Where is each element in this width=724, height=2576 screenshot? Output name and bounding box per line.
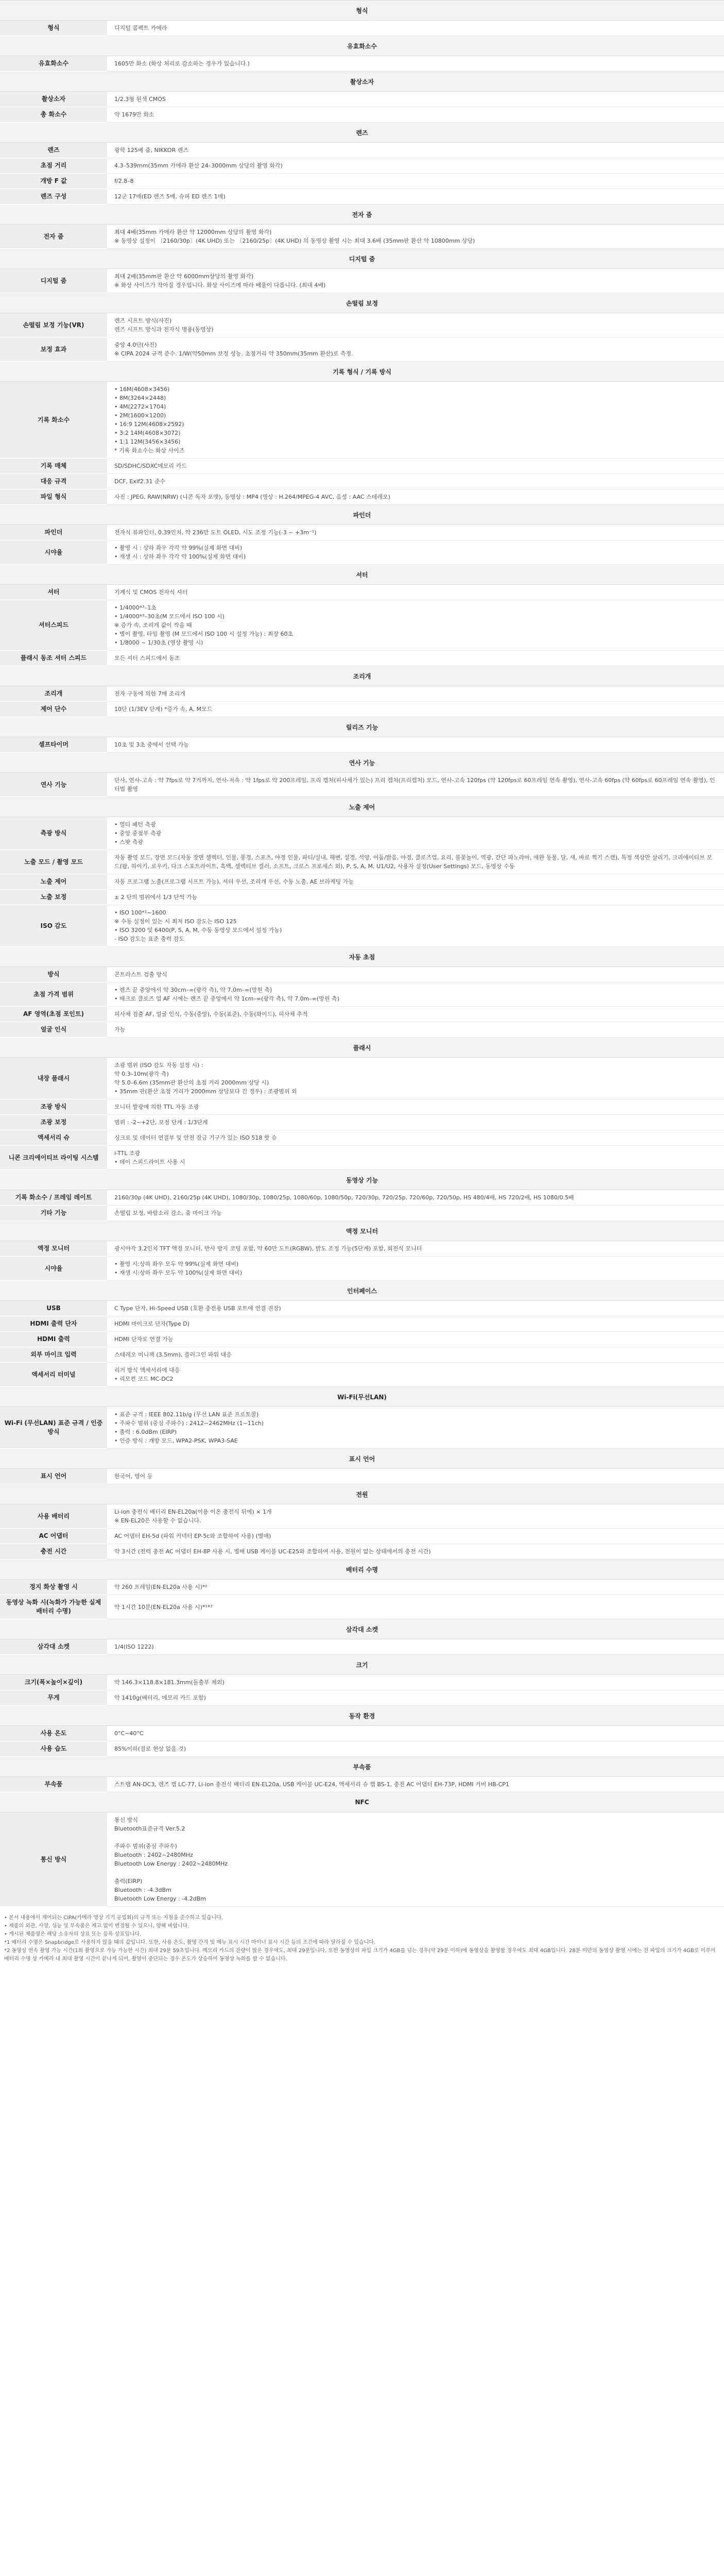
spec-value: DCF, Exif2.31 준수 [107, 474, 724, 489]
section-header [0, 293, 724, 313]
section-title: 조리개 [0, 666, 724, 686]
spec-label: 조리개 [0, 686, 107, 702]
spec-label: 측광 방식 [0, 817, 107, 850]
section-header [0, 505, 724, 525]
spec-value: AC 어댑터 EH-5d (파워 커넥터 EP-5c와 조합하여 사용) (별매) [107, 1529, 724, 1544]
spec-value: 가능 [107, 1022, 724, 1038]
spec-row [0, 773, 724, 797]
spec-row [0, 651, 724, 666]
section-header [0, 1757, 724, 1777]
spec-value: C Type 단자, Hi-Speed USB (호환 충전용 USB 포트에 연결 권장) [107, 1301, 724, 1316]
spec-row [0, 21, 724, 36]
spec-label: 기록 화소수 [0, 382, 107, 459]
spec-value: 10초 및 3초 중에서 선택 가능 [107, 737, 724, 753]
section-title: 손떨림 보정 [0, 293, 724, 313]
spec-row [0, 817, 724, 850]
spec-row [0, 1469, 724, 1484]
section-title: 삼각대 소켓 [0, 1619, 724, 1639]
section-header [0, 1170, 724, 1190]
spec-label: 파일 형식 [0, 489, 107, 505]
spec-row [0, 174, 724, 189]
spec-value: 중앙 4.0단(사진) ※ CIPA 2024 규격 준수. 1/W(약50mm 보정 성능. 초점거리 약 350mm(35mm 환산)로 측정. [107, 337, 724, 362]
spec-row [0, 158, 724, 174]
spec-value: Li-ion 충전식 배터리 EN-EL20a(이용 이온 충전식 뒤에) × 1개 ※ EN-EL20은 사용할 수 없습니다. [107, 1504, 724, 1529]
section-title: 부속품 [0, 1757, 724, 1777]
section-title: NFC [0, 1792, 724, 1812]
spec-value: • 촬영 시 : 상하 좌우 각각 약 99%(실제 화면 대비) • 재생 시 : 상하 좌우 각각 약 100%(실제 화면 대비) [107, 540, 724, 565]
spec-label: 내장 플래시 [0, 1058, 107, 1099]
spec-row [0, 459, 724, 474]
spec-row [0, 1301, 724, 1316]
spec-row [0, 1332, 724, 1347]
spec-value: 리거 방식 액세서리에 대응 • 리모컨 코드 MC-DC2 [107, 1363, 724, 1387]
spec-label: 대응 규격 [0, 474, 107, 489]
section-title: Wi-Fi(무선LAN) [0, 1387, 724, 1407]
spec-label: 방식 [0, 967, 107, 982]
spec-label: USB [0, 1301, 107, 1316]
spec-row [0, 737, 724, 753]
spec-label: HDMI 출력 단자 [0, 1316, 107, 1332]
spec-row [0, 585, 724, 600]
section-header [0, 1484, 724, 1504]
spec-label: 기타 기능 [0, 1206, 107, 1221]
spec-value: • 촬영 시:상하 좌우 모두 약 99%(실제 화면 대비) • 재생 시:상하 좌우 모두 약 100%(실제 화면 대비) [107, 1257, 724, 1281]
spec-row [0, 1777, 724, 1792]
spec-label: AC 어댑터 [0, 1529, 107, 1544]
spec-value: 약 3시간 (전력 충전 AC 어댑터 EH-8P 사용 시, 별매 USB 케이블 UC-E25와 조합하여 사용, 전원이 없는 상태에서의 충전 시간) [107, 1544, 724, 1560]
spec-label: 개방 F 값 [0, 174, 107, 189]
section-title: 크기 [0, 1655, 724, 1675]
section-title: 형식 [0, 1, 724, 21]
section-header [0, 1706, 724, 1726]
section-header [0, 205, 724, 225]
spec-label: 손떨림 보정 기능(VR) [0, 313, 107, 337]
section-header [0, 797, 724, 817]
spec-row [0, 1363, 724, 1387]
spec-value: • 16M(4608×3456) • 8M(3264×2448) • 4M(2272×1704) • 2M(1600×1200) • 16:9 12M(4608×2592) • 3:2 14M(4608×3072) • 1:1 12M(3456×3456) * 기록 화소수는 화상 사이즈 [107, 382, 724, 459]
spec-label: 연사 기능 [0, 773, 107, 797]
section-header [0, 1792, 724, 1812]
spec-value: 약 260 프레임(EN-EL20a 사용 시)*² [107, 1580, 724, 1595]
section-header [0, 565, 724, 585]
spec-row [0, 1347, 724, 1363]
spec-label: 사용 온도 [0, 1726, 107, 1741]
spec-row [0, 525, 724, 540]
spec-label: 파인더 [0, 525, 107, 540]
spec-value: 렌즈 시프트 방식(사진) 렌즈 시프트 방식과 전자식 병용(동영상) [107, 313, 724, 337]
spec-row [0, 225, 724, 249]
spec-value: 최대 4배(35mm 카메라 환산 약 12000mm 상당의 촬영 화각) ※ 동영상 설정이 〔2160/30p〕(4K UHD) 또는 〔2160/25p〕(4K UHD) 의 동영상 촬영 시는 최대 3.6배 (35mm판 환산 약 10800mm 상당) [107, 225, 724, 249]
spec-row [0, 56, 724, 72]
spec-row [0, 107, 724, 123]
spec-label: 유효화소수 [0, 56, 107, 72]
spec-row [0, 337, 724, 362]
spec-value: 약 1시간 10분(EN-EL20a 사용 시)*¹*² [107, 1595, 724, 1619]
spec-label: 조광 보정 [0, 1115, 107, 1130]
spec-label: 조광 방식 [0, 1099, 107, 1115]
spec-value: 조광 범위 (ISO 감도 자동 설정 시) : 약 0.3–10m(광각 측) 약 5.0–6.6m (35mm판 환산의 초점 거리 2000mm 상당 시) • 35mm 판(환산 초점 거리가 2000mm 상당보다 긴 경우) : 조광범위 외 [107, 1058, 724, 1099]
section-header [0, 1655, 724, 1675]
spec-label: 전자 줌 [0, 225, 107, 249]
spec-value: 사진 : JPEG, RAW(NRW) (니콘 독자 포맷), 동영상 : MP4 (영상 : H.264/MPEG-4 AVC, 음성 : AAC 스테레오) [107, 489, 724, 505]
section-header [0, 1387, 724, 1407]
spec-label: 동영상 녹화 시(녹화가 가능한 실제 배터리 수명) [0, 1595, 107, 1619]
spec-row [0, 1529, 724, 1544]
section-header [0, 362, 724, 382]
spec-row [0, 850, 724, 874]
section-title: 액정 모니터 [0, 1221, 724, 1241]
spec-value: 스테레오 미니잭 (3.5mm), 플러그인 파워 대응 [107, 1347, 724, 1363]
section-title: 전원 [0, 1484, 724, 1504]
section-header [0, 1221, 724, 1241]
section-title: 동작 환경 [0, 1706, 724, 1726]
spec-value: 한국어, 영어 등 [107, 1469, 724, 1484]
spec-label: 노출 보정 [0, 890, 107, 905]
spec-value: 최대 2배(35mm판 환산 약 6000mm상당의 촬영 화각) ※ 화상 사이즈가 작아질 경우입니다. 화상 사이즈에 따라 배율이 다릅니다. (최대 4배) [107, 269, 724, 293]
spec-row [0, 1580, 724, 1595]
spec-value: 범위 : -2~+2단, 보정 단계 : 1/3단계 [107, 1115, 724, 1130]
spec-row [0, 189, 724, 205]
spec-label: 렌즈 [0, 143, 107, 158]
spec-row [0, 1115, 724, 1130]
spec-label: 통신 방식 [0, 1812, 107, 1907]
spec-row [0, 1544, 724, 1560]
spec-value: ± 2 단의 범위에서 1/3 단씩 가능 [107, 890, 724, 905]
section-header [0, 1281, 724, 1301]
spec-value: 손떨림 보정, 바람소리 감소, 줌 마이크 가능 [107, 1206, 724, 1221]
footnote: • 본서 내용에서 제어되는 CIPA(카메라 영상 기기 공업회)의 규격 또는 지침을 준수하고 있습니다. [4, 1915, 223, 1921]
spec-value: i-TTL 조광 • 데이 스피드라이트 사용 시 [107, 1146, 724, 1170]
spec-row [0, 905, 724, 947]
footnote: *1 배터리 수명은 Snapbridge로 사용하지 않을 때의 값입니다. 또한, 사용 온도, 촬영 간격 및 메뉴 표시 시간 마이너 표시 시간 등의 조건에 따라 달라질 수 있습니다. [4, 1940, 376, 1945]
spec-value: 약 146.3×118.8×181.3mm(돌출부 제외) [107, 1675, 724, 1690]
footnote: • 게시된 제품명은 해당 소유자의 상표 또는 등록 상표입니다. [4, 1931, 142, 1937]
spec-value: 광시야각 3.2인치 TFT 액정 모니터, 반사 방지 코팅 포함, 약 60만 도트(RGBW), 밝도 조정 가능(5단계) 포함, 회전식 모니터 [107, 1241, 724, 1257]
spec-label: 초점 거리 [0, 158, 107, 174]
section-title: 기록 형식 / 기록 방식 [0, 362, 724, 382]
spec-row [0, 1257, 724, 1281]
spec-row [0, 1504, 724, 1529]
section-header [0, 1038, 724, 1058]
spec-row [0, 702, 724, 717]
spec-row [0, 313, 724, 337]
spec-row [0, 474, 724, 489]
section-header [0, 947, 724, 967]
spec-value: 자동 프로그램 노출(프로그램 시프트 가능), 셔터 우선, 조리개 우선, 수동 노출, AE 브라케팅 가능 [107, 874, 724, 890]
spec-value: 모든 셔터 스피드에서 동조 [107, 651, 724, 666]
spec-row [0, 1146, 724, 1170]
section-title: 파인더 [0, 505, 724, 525]
spec-label: 삼각대 소켓 [0, 1639, 107, 1655]
spec-label: 사용 배터리 [0, 1504, 107, 1529]
spec-label: 노출 제어 [0, 874, 107, 890]
section-header [0, 753, 724, 773]
spec-label: 촬상소자 [0, 92, 107, 107]
spec-value: SD/SDHC/SDXC메모리 카드 [107, 459, 724, 474]
spec-value: • 표준 규격 : IEEE 802.11b/g (무선 LAN 표준 프로토콜) • 주파수 범위 (중심 주파수) : 2412~2462MHz (1~11ch) • 출력 : 6.0dBm (EIRP) • 인증 방식 : 개방 모드, WPA2-PSK, WPA3-SAE [107, 1407, 724, 1449]
spec-value: 약 1679만 화소 [107, 107, 724, 123]
spec-value: 12군 17매(ED 렌즈 5매, 슈퍼 ED 렌즈 1매) [107, 189, 724, 205]
spec-row [0, 1206, 724, 1221]
spec-value: 0°C~40°C [107, 1726, 724, 1741]
section-title: 디지털 줌 [0, 249, 724, 269]
spec-row [0, 1726, 724, 1741]
spec-label: 셔터스피드 [0, 600, 107, 651]
spec-value: 1605만 화소 (화상 처리로 감소하는 경우가 있습니다.) [107, 56, 724, 72]
spec-row [0, 1099, 724, 1115]
spec-label: AF 영역(초점 포인트) [0, 1007, 107, 1022]
section-title: 노출 제어 [0, 797, 724, 817]
spec-row [0, 143, 724, 158]
section-header [0, 1560, 724, 1580]
spec-row [0, 1741, 724, 1757]
spec-value: 1/2.3형 원색 CMOS [107, 92, 724, 107]
spec-label: 표시 언어 [0, 1469, 107, 1484]
spec-value: 광학 125배 줌, NIKKOR 렌즈 [107, 143, 724, 158]
section-header [0, 717, 724, 737]
spec-value: • ISO 100*¹~1600 ※ 수동 설정이 있는 시 최저 ISO 감도는 ISO 125 • ISO 3200 및 6400(P, S, A, M, 수동 동영상 모드에서 설정 가능) - ISO 감도는 표준 출력 감도 [107, 905, 724, 947]
spec-value: 10단 (1/3EV 단계) *증가 속, A, M모드 [107, 702, 724, 717]
spec-value: • 멀티 패턴 측광 • 중앙 중점부 측광 • 스팟 측광 [107, 817, 724, 850]
spec-label: 니콘 크리에이티브 라이팅 시스템 [0, 1146, 107, 1170]
spec-value: 자동 촬영 모드, 장면 모드(자동 장면 셀렉터, 인물, 풍경, 스포츠, 야경 인물, 파티/실내, 해변, 설경, 석양, 어둠/밝음, 야경, 클로즈업, 요리, 불꽃놀이, 역광, 간단 파노라마, 애완 동물, 달, 새, 바로 찍기 스캔), 특정 색상만 살리기, 크리에이티브 모드(팝, 하이키, 로우키, 다크 스포트라이트, 흑백, 셀렉티브 컬러, 소프트, 크로스 프로세스 외), P, S, A, M, U1/U2, 사용자 설정(User Settings) 모드, 동영상 수동 [107, 850, 724, 874]
spec-row [0, 1675, 724, 1690]
spec-value: 피사체 검출 AF, 얼굴 인식, 수동(중앙), 수동(표준), 수동(와이드), 피사체 추적 [107, 1007, 724, 1022]
spec-label: 액세서리 터미널 [0, 1363, 107, 1387]
spec-row [0, 1812, 724, 1907]
spec-label: 시야율 [0, 1257, 107, 1281]
spec-label: 형식 [0, 21, 107, 36]
spec-row [0, 874, 724, 890]
section-title: 인터페이스 [0, 1281, 724, 1301]
spec-label: ISO 감도 [0, 905, 107, 947]
spec-value: 통신 방식 Bluetooth표준규격 Ver.5.2 주파수 범위(중심 주파수) Bluetooth : 2402~2480MHz Bluetooth Low Energy : 2402~2480MHz 출력(EIRP) Bluetooth : -4.3dBm Bluetooth Low Energy : -4.2dBm [107, 1812, 724, 1907]
footnote: • 제품의 외관, 사양, 성능 및 부속품은 제고 없이 변경될 수 있으니, 양해 바랍니다. [4, 1923, 189, 1929]
spec-label: 사용 습도 [0, 1741, 107, 1757]
spec-row [0, 540, 724, 565]
section-header [0, 1449, 724, 1469]
footnotes [0, 1907, 724, 1963]
spec-label: 보정 효과 [0, 337, 107, 362]
section-title: 표시 언어 [0, 1449, 724, 1469]
spec-row [0, 269, 724, 293]
spec-label: 얼굴 인식 [0, 1022, 107, 1038]
spec-value: f/2.8–8 [107, 174, 724, 189]
spec-row [0, 1190, 724, 1206]
spec-row [0, 382, 724, 459]
spec-label: 정지 화상 촬영 시 [0, 1580, 107, 1595]
spec-label: 시야율 [0, 540, 107, 565]
spec-value: 전자 구동에 의한 7매 조리개 [107, 686, 724, 702]
spec-label: 렌즈 구성 [0, 189, 107, 205]
section-title: 배터리 수명 [0, 1560, 724, 1580]
spec-value: 콘트라스트 검출 방식 [107, 967, 724, 982]
footnote: *2 동영상 연속 촬영 가능 시간(1회 촬영으로 가능 가능한 시간) 최대 29분 59초입니다. 메모리 카드의 잔량이 많은 경우에도, 최대 29분입니다. 또한 동영상의 파일 크기가 4GB를 넘는 경우(약 29분 이하)에 동영상을 촬영할 경우에도 최대 4GB입니다. 28분 미만의 동영상 촬영 시에는 전 파일의 크기가 4GB로 이루어 배터리 수명 상 카메라 내 최대 촬영 시간이 끝나게 되어, 촬영이 중단되는 경우 온도가 상승하여 동영상 녹화를 할 수 없습니다. [4, 1948, 716, 1962]
section-title: 연사 기능 [0, 753, 724, 773]
spec-label: 충전 시간 [0, 1544, 107, 1560]
spec-label: 셔터 [0, 585, 107, 600]
spec-label: 무게 [0, 1690, 107, 1706]
spec-row [0, 686, 724, 702]
spec-label: 액세서리 슈 [0, 1130, 107, 1146]
section-header [0, 1, 724, 21]
spec-value: • 렌즈 끝 중앙에서 약 30cm–∞(광각 측), 약 7.0m–∞(망원 측) • 매크로 클로즈 업 AF 시에는 렌즈 끝 중앙에서 약 1cm–∞(광각 측), 약 7.0m–∞(망원 측) [107, 982, 724, 1007]
spec-value: 약 1410g(배터리, 메모리 카드 포함) [107, 1690, 724, 1706]
spec-label: 노출 모드 / 촬영 모드 [0, 850, 107, 874]
spec-row [0, 982, 724, 1007]
spec-label: 총 화소수 [0, 107, 107, 123]
spec-label: 액정 모니터 [0, 1241, 107, 1257]
section-title: 동영상 기능 [0, 1170, 724, 1190]
spec-row [0, 1690, 724, 1706]
section-title: 렌즈 [0, 123, 724, 143]
spec-value: • 1/4000*³–1초 • 1/4000*³–30초(M 모드에서 ISO 100 시) ※ 증가 속, 조리개 값이 작을 때 • 별이 촬영, 타임 촬영 (M 모드에서 ISO 100 시 설정 가능) : 최장 60초 • 1/8000 ~ 1/30초 (영상 촬영 시) [107, 600, 724, 651]
spec-row [0, 1130, 724, 1146]
spec-label: 부속품 [0, 1777, 107, 1792]
spec-value: 디지털 콤팩트 카메라 [107, 21, 724, 36]
spec-value: 4.3–539mm(35mm 카메라 환산 24–3000mm 상당의 촬영 화각) [107, 158, 724, 174]
spec-row [0, 890, 724, 905]
spec-row [0, 1022, 724, 1038]
spec-value: 기계식 및 CMOS 전자식 셔터 [107, 585, 724, 600]
spec-row [0, 1407, 724, 1449]
spec-label: Wi-Fi (무선LAN) 표준 규격 / 인증 방식 [0, 1407, 107, 1449]
section-header [0, 36, 724, 56]
section-title: 플래시 [0, 1038, 724, 1058]
spec-body [0, 1, 724, 1907]
spec-row [0, 1639, 724, 1655]
spec-label: 크기(폭×높이×깊이) [0, 1675, 107, 1690]
spec-label: 제어 단수 [0, 702, 107, 717]
spec-value: 모니터 발광에 의한 TTL 자동 조광 [107, 1099, 724, 1115]
section-title: 촬상소자 [0, 72, 724, 92]
spec-label: HDMI 출력 [0, 1332, 107, 1347]
spec-row [0, 1058, 724, 1099]
spec-row [0, 1241, 724, 1257]
spec-value: 스트랩 AN-DC3, 렌즈 캡 LC-77, Li-ion 충전식 배터리 EN-EL20a, USB 케이블 UC-E24, 액세서리 슈 캡 BS-1, 충전 AC 어댑터 EH-73P, HDMI 커버 HB-CP1 [107, 1777, 724, 1792]
spec-row [0, 1595, 724, 1619]
spec-label: 플래시 동조 셔터 스피드 [0, 651, 107, 666]
spec-value: HDMI 마이크로 단자(Type D) [107, 1316, 724, 1332]
section-header [0, 72, 724, 92]
spec-value: HDMI 단자로 연결 가능 [107, 1332, 724, 1347]
spec-label: 외부 마이크 입력 [0, 1347, 107, 1363]
spec-label: 기록 매체 [0, 459, 107, 474]
section-header [0, 249, 724, 269]
spec-label: 셀프타이머 [0, 737, 107, 753]
spec-row [0, 600, 724, 651]
spec-row [0, 92, 724, 107]
section-title: 전자 줌 [0, 205, 724, 225]
section-title: 셔터 [0, 565, 724, 585]
spec-value: 싱크로 및 데이터 연결부 및 안전 잠금 기구가 있는 ISO 518 핫 슈 [107, 1130, 724, 1146]
spec-value: 2160/30p (4K UHD), 2160/25p (4K UHD), 1080/30p, 1080/25p, 1080/60p, 1080/50p, 720/30p, 720/25p, 720/60p, 720/50p, HS 480/4배, HS 720/2배, HS 1080/0.5배 [107, 1190, 724, 1206]
section-header [0, 123, 724, 143]
spec-label: 초점 가격 범위 [0, 982, 107, 1007]
section-title: 자동 초점 [0, 947, 724, 967]
spec-row [0, 1316, 724, 1332]
section-header [0, 1619, 724, 1639]
spec-value: 85%이하(결로 현상 없을 것) [107, 1741, 724, 1757]
section-header [0, 666, 724, 686]
spec-row [0, 489, 724, 505]
spec-value: 단사, 연사-고속 : 약 7fps로 약 7커까지, 연사-저속 : 약 1fps로 약 200프레임, 프리 캡처(피사체가 있는) 프리 캡처(프리캡처) 모드, 연사-고속 120fps (약 120fps로 60프레임 연속 촬영), 연사-고속 60fps (약 60fps로 60프레임 연속 촬영), 인터벌 촬영 [107, 773, 724, 797]
spec-row [0, 967, 724, 982]
section-title: 릴리즈 기능 [0, 717, 724, 737]
spec-value: 1/4(ISO 1222) [107, 1639, 724, 1655]
spec-value: 전자식 뷰파인더, 0.39인치, 약 236만 도트 OLED, 시도 조정 기능(-3 ~ +3m⁻¹) [107, 525, 724, 540]
spec-label: 디지털 줌 [0, 269, 107, 293]
section-title: 유효화소수 [0, 36, 724, 56]
spec-label: 기록 화소수 / 프레임 레이트 [0, 1190, 107, 1206]
spec-row [0, 1007, 724, 1022]
